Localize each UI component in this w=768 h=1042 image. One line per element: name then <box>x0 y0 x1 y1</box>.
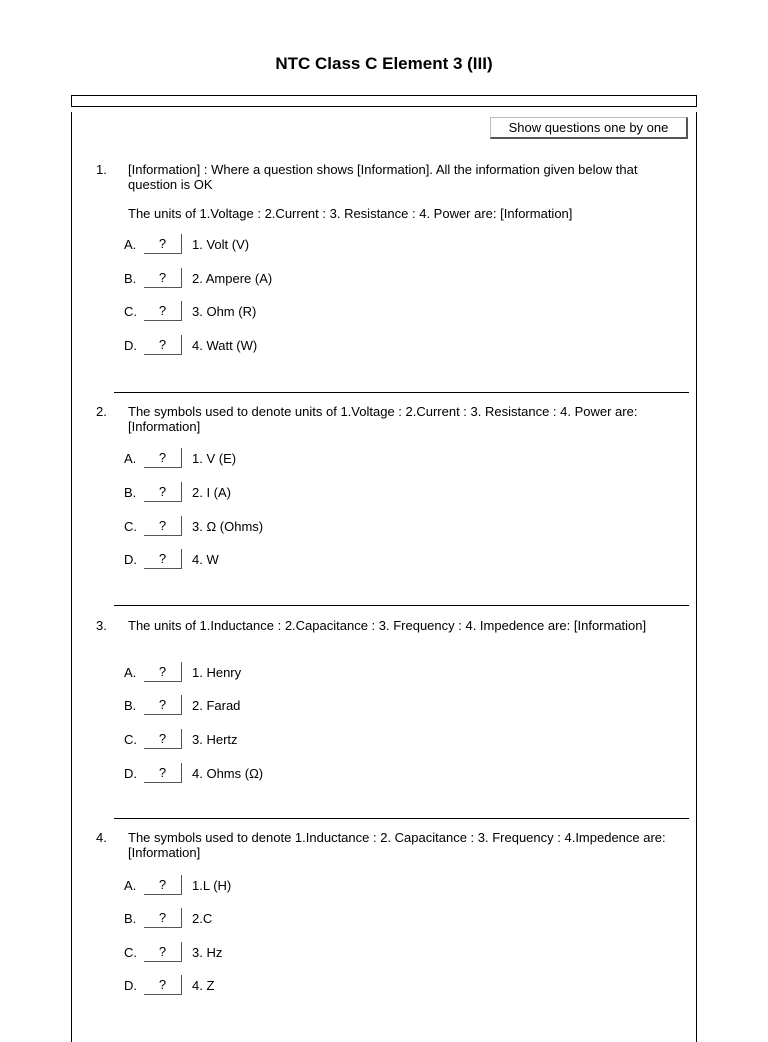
page-title: NTC Class C Element 3 (III) <box>275 54 493 73</box>
option-letter: D. <box>124 338 137 353</box>
option-c <box>124 942 424 964</box>
question-number: 4. <box>96 830 107 845</box>
answer-select[interactable]: ? <box>144 448 182 468</box>
option-letter: A. <box>124 451 137 466</box>
answer-select[interactable]: ? <box>144 268 182 288</box>
question-text: The units of 1.Inductance : 2.Capacitance : 3. Frequency : 4. Impedence are: [Information] <box>128 618 647 633</box>
answer-select[interactable]: ? <box>144 234 182 254</box>
answer-select[interactable]: ? <box>144 516 182 536</box>
option-d <box>124 335 424 357</box>
option-b <box>124 908 424 930</box>
option-letter: C. <box>124 732 137 747</box>
option-text: 1. Volt (V) <box>192 237 250 252</box>
top-bar <box>71 95 697 107</box>
option-a <box>124 875 424 897</box>
option-b <box>124 268 424 290</box>
option-text: 1.L (H) <box>192 878 232 893</box>
option-letter: B. <box>124 485 137 500</box>
option-text: 4. W <box>192 552 219 567</box>
option-text: 4. Ohms (Ω) <box>192 766 264 781</box>
answer-select[interactable]: ? <box>144 695 182 715</box>
answer-select[interactable]: ? <box>144 482 182 502</box>
option-text: 3. Ohm (R) <box>192 304 257 319</box>
question-divider <box>114 392 689 393</box>
option-text: 2. Farad <box>192 698 241 713</box>
option-c <box>124 301 424 323</box>
question-text: The symbols used to denote 1.Inductance : 2. Capacitance : 3. Frequency : 4.Impedence are: [Information] <box>128 830 666 860</box>
answer-select[interactable]: ? <box>144 301 182 321</box>
question-number: 2. <box>96 404 107 419</box>
question-divider <box>114 818 689 819</box>
option-letter: D. <box>124 552 137 567</box>
option-c <box>124 729 424 751</box>
option-text: 1. Henry <box>192 665 242 680</box>
option-b <box>124 695 424 717</box>
option-d <box>124 975 424 997</box>
answer-select[interactable]: ? <box>144 942 182 962</box>
option-letter: C. <box>124 304 137 319</box>
option-b <box>124 482 424 504</box>
question-subtext: The units of 1.Voltage : 2.Current : 3. Resistance : 4. Power are: [Information] <box>128 206 573 221</box>
question-divider <box>114 605 689 606</box>
question-number: 3. <box>96 618 107 633</box>
answer-select[interactable]: ? <box>144 975 182 995</box>
answer-select[interactable]: ? <box>144 662 182 682</box>
option-d <box>124 763 424 785</box>
option-text: 3. Hertz <box>192 732 238 747</box>
option-text: 2. Ampere (A) <box>192 271 273 286</box>
option-text: 2.C <box>192 911 213 926</box>
option-d <box>124 549 424 571</box>
option-text: 4. Z <box>192 978 215 993</box>
option-letter: B. <box>124 911 137 926</box>
option-text: 2. I (A) <box>192 485 232 500</box>
answer-select[interactable]: ? <box>144 763 182 783</box>
option-a <box>124 448 424 470</box>
option-letter: D. <box>124 978 137 993</box>
answer-select[interactable]: ? <box>144 335 182 355</box>
option-text: 3. Ω (Ohms) <box>192 519 264 534</box>
option-a <box>124 662 424 684</box>
option-text: 3. Hz <box>192 945 223 960</box>
answer-select[interactable]: ? <box>144 549 182 569</box>
question-number: 1. <box>96 162 107 177</box>
option-letter: A. <box>124 237 137 252</box>
option-letter: B. <box>124 271 137 286</box>
option-letter: C. <box>124 945 137 960</box>
option-letter: D. <box>124 766 137 781</box>
question-text: The symbols used to denote units of 1.Voltage : 2.Current : 3. Resistance : 4. Power are: [Information] <box>128 404 638 434</box>
option-text: 1. V (E) <box>192 451 237 466</box>
option-letter: A. <box>124 665 137 680</box>
answer-select[interactable]: ? <box>144 908 182 928</box>
show-one-by-one-button[interactable]: Show questions one by one <box>490 117 688 139</box>
question-text: [Information] : Where a question shows [Information]. All the information given below that question is OK <box>128 162 638 192</box>
option-c <box>124 516 424 538</box>
answer-select[interactable]: ? <box>144 875 182 895</box>
option-text: 4. Watt (W) <box>192 338 258 353</box>
option-letter: A. <box>124 878 137 893</box>
answer-select[interactable]: ? <box>144 729 182 749</box>
option-letter: C. <box>124 519 137 534</box>
option-letter: B. <box>124 698 137 713</box>
option-a <box>124 234 424 256</box>
